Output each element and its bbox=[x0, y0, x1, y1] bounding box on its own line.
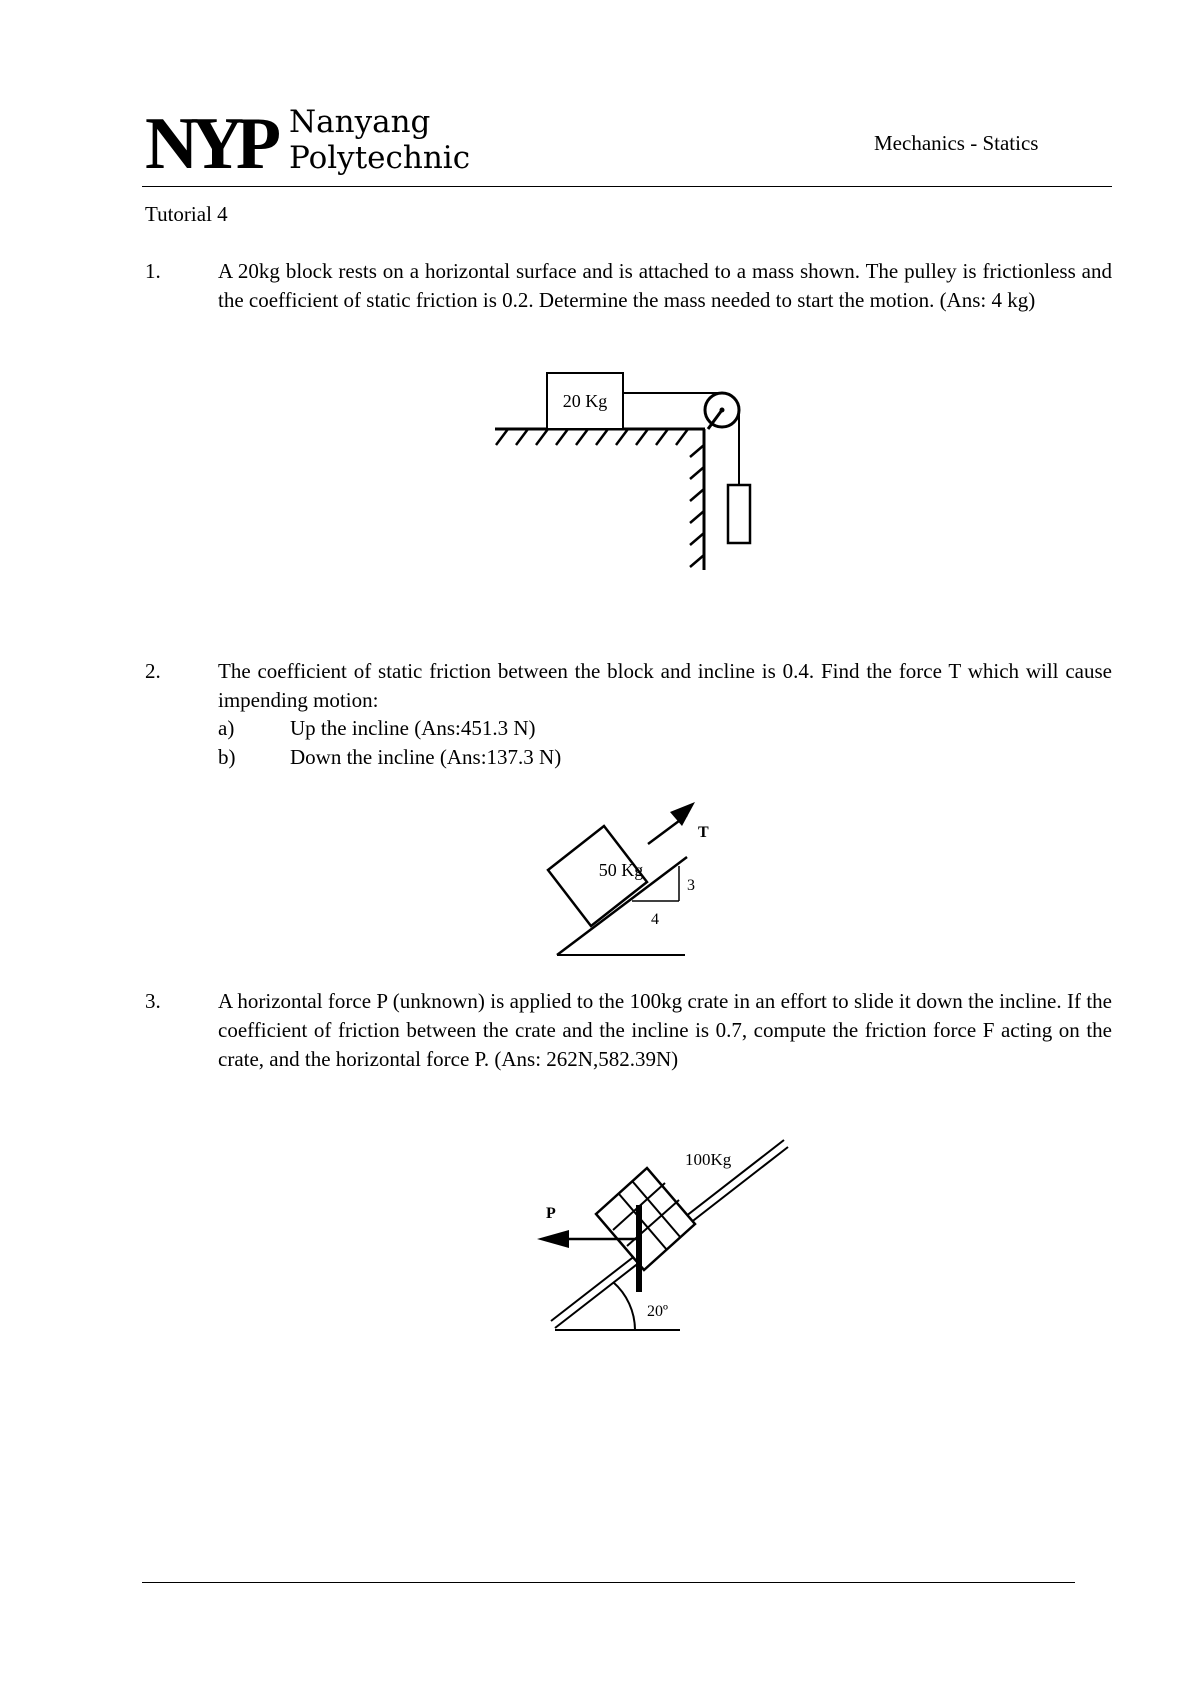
question-3-text: A horizontal force P (unknown) is applied to the 100kg crate in an effort to slide it down the incline. If the coefficient of friction between the crate and the incline is 0.7, compute the friction force F acting on the crate, and the horizontal force P. (Ans: 262N,582.39N) bbox=[218, 989, 1112, 1071]
question-2-part-b-label: b) bbox=[218, 745, 236, 769]
force-p-label: P bbox=[546, 1205, 556, 1222]
ground-hatching bbox=[496, 429, 688, 445]
block-label: 20 Kg bbox=[562, 391, 608, 411]
logo-line-2: Polytechnic bbox=[289, 140, 471, 176]
crate-label: 100Kg bbox=[685, 1150, 732, 1169]
question-3-number: 3. bbox=[145, 989, 161, 1013]
block-label: 50 Kg bbox=[598, 860, 644, 880]
question-2-part-a-label: a) bbox=[218, 716, 235, 740]
question-3-figure bbox=[525, 1130, 805, 1340]
footer-rule bbox=[142, 1582, 1075, 1583]
slope-run-label: 4 bbox=[651, 911, 659, 928]
crate-100kg bbox=[596, 1168, 695, 1270]
header-rule bbox=[142, 186, 1112, 187]
force-t-label: T bbox=[698, 824, 709, 841]
tutorial-title: Tutorial 4 bbox=[145, 202, 228, 226]
question-2-part-a-text: Up the incline (Ans:451.3 N) bbox=[290, 716, 536, 740]
nyp-logo-mark: NYP bbox=[145, 103, 274, 185]
question-2-figure bbox=[545, 790, 745, 965]
question-2-text: The coefficient of static friction between the block and incline is 0.4. Find the force T which will cause impending motion: bbox=[218, 659, 1112, 712]
angle-label: 20º bbox=[647, 1303, 668, 1320]
logo-line-1: Nanyang bbox=[289, 104, 431, 140]
force-t-arrowhead bbox=[670, 802, 695, 826]
question-2-number: 2. bbox=[145, 659, 161, 683]
course-title: Mechanics - Statics bbox=[874, 131, 1039, 155]
slope-rise-label: 3 bbox=[687, 877, 695, 894]
hanging-mass bbox=[728, 485, 750, 543]
question-1-text: A 20kg block rests on a horizontal surface and is attached to a mass shown. The pulley is frictionless and the coefficient of static friction is 0.2. Determine the mass needed to start the motion. (Ans: 4 kg) bbox=[218, 259, 1112, 312]
nyp-logo-name bbox=[289, 104, 470, 176]
force-p-arrowhead bbox=[537, 1230, 569, 1248]
question-1-figure bbox=[490, 365, 770, 575]
angle-arc bbox=[613, 1282, 635, 1330]
wall-hatching bbox=[690, 445, 704, 567]
question-1-number: 1. bbox=[145, 259, 161, 283]
question-2-part-b-text: Down the incline (Ans:137.3 N) bbox=[290, 745, 562, 769]
